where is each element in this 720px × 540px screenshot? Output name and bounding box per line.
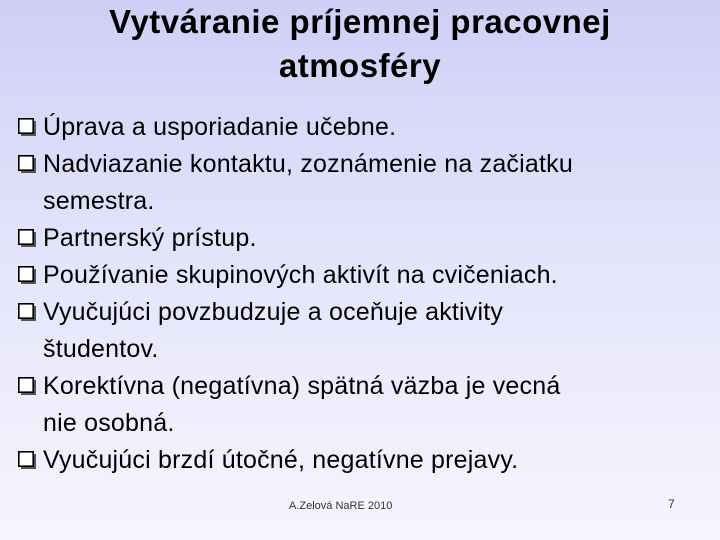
bullet-text: Úprava a usporiadanie učebne.: [43, 113, 397, 141]
bullet-list: [18, 109, 720, 479]
hollow-square-bullet-icon: [18, 155, 37, 174]
bullet-item-6: [18, 368, 720, 442]
bullet-text: Partnerský prístup.: [43, 224, 257, 252]
bullet-text-line-1: Vyučujúci povzbudzuje a oceňuje aktivity: [43, 298, 504, 326]
hollow-square-bullet-icon: [18, 303, 37, 322]
bullet-text-line-1: Nadviazanie kontaktu, zoznámenie na začiatku: [43, 150, 573, 178]
bullet-item-3: [18, 220, 720, 257]
slide-title: [0, 0, 720, 88]
bullet-item-4: [18, 257, 720, 294]
bullet-text-line-1: Korektívna (negatívna) spätná väzba je vecná: [43, 372, 561, 400]
bullet-text-line-2: študentov.: [43, 335, 159, 363]
bullet-item-2: [18, 146, 720, 220]
bullet-item-7: [18, 442, 720, 479]
slide-title-line-1: Vytváranie príjemnej pracovnej: [109, 3, 611, 40]
bullet-text-line-2: nie osobná.: [43, 409, 175, 437]
hollow-square-bullet-icon: [18, 451, 37, 470]
hollow-square-bullet-icon: [18, 266, 37, 285]
hollow-square-bullet-icon: [18, 118, 37, 137]
bullet-text: Používanie skupinových aktivít na cvičeniach.: [43, 261, 558, 289]
hollow-square-bullet-icon: [18, 229, 37, 248]
slide-footer: A.Zelová NaRE 2010: [289, 500, 393, 512]
hollow-square-bullet-icon: [18, 377, 37, 396]
bullet-text: Vyučujúci brzdí útočné, negatívne prejavy.: [43, 446, 519, 474]
page-number: 7: [668, 497, 675, 511]
bullet-item-1: [18, 109, 720, 146]
slide-title-line-2: atmosféry: [278, 47, 442, 84]
bullet-item-5: [18, 294, 720, 368]
bullet-text-line-2: semestra.: [43, 187, 155, 215]
